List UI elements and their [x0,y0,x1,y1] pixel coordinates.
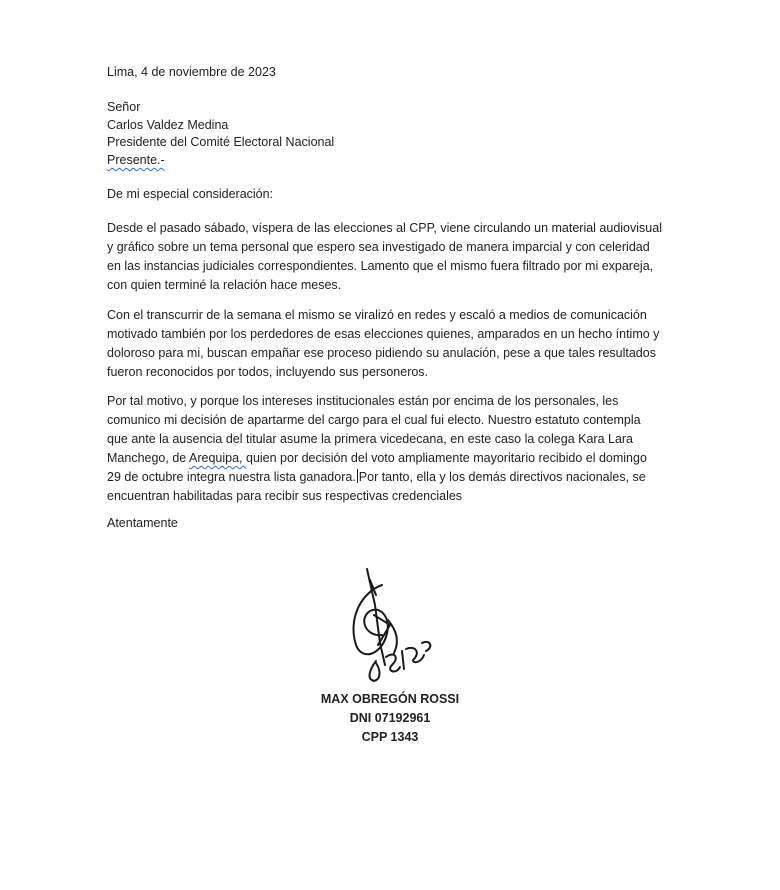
paragraph-3-line: que ante la ausencia del titular asume la primera vicedecana, en este caso la colega Kara Lara [107,432,634,446]
recipient-position: Presidente del Comité Electoral Nacional [107,135,335,149]
paragraph-2-line: fueron reconocidos por todos, incluyendo sus personeros. [107,365,429,379]
paragraph-1-line: Desde el pasado sábado, víspera de las elecciones al CPP, viene circulando un material audiovisual [107,221,662,235]
greeting: De mi especial consideración: [107,187,274,201]
paragraph-3-text: 29 de octubre integra nuestra lista ganadora. [107,470,356,484]
paragraph-3-line: Por tal motivo, y porque los intereses institucionales están por encima de los personales, les [107,394,619,408]
signatory-dni: DNI 07192961 [349,711,431,725]
signatory-block [0,690,780,747]
paragraph-2-line: Con el transcurrir de la semana el mismo se viralizó en redes y escaló a medios de comunicación [107,308,647,322]
paragraph-3-text: Manchego, de [107,451,190,465]
letter-date: Lima, 4 de noviembre de 2023 [107,65,276,79]
misspelling-underline: Arequipa, [189,451,246,465]
paragraph-1 [107,219,679,295]
paragraph-2-line: doloroso para mi, buscan empañar ese proceso pidiendo su anulación, pese a que tales resultados [107,346,656,360]
recipient-name: Carlos Valdez Medina [107,118,229,132]
paragraph-1-line: en las instancias judiciales correspondientes. Lamento que el mismo fuera filtrado por mi expareja, [107,259,654,273]
paragraph-3 [107,392,679,506]
paragraph-2-line: motivado también por los perdedores de esas elecciones quienes, amparados en un hecho íntimo y [107,327,660,341]
recipient-presente: Presente.- [107,153,165,167]
handwritten-signature [330,565,440,685]
recipient-salutation: Señor [107,100,141,114]
paragraph-3-line: comunico mi decisión de apartarme del cargo para el cual fui electo. Nuestro estatuto contempla [107,413,641,427]
paragraph-3-line [107,468,679,487]
paragraph-1-line: con quien terminé la relación hace meses. [107,278,342,292]
paragraph-1-line: y gráfico sobre un tema personal que espero sea investigado de manera imparcial y con celeridad [107,240,650,254]
paragraph-3-line: encuentran habilitadas para recibir sus respectivas credenciales [107,489,463,503]
text-cursor [357,469,358,483]
signatory-name: MAX OBREGÓN ROSSI [320,692,460,706]
paragraph-3-text: quien por decisión del voto ampliamente mayoritario recibido el domingo [246,451,647,465]
paragraph-3-text: Por tanto, ella y los demás directivos nacionales, se [358,470,646,484]
paragraph-2 [107,306,679,382]
signatory-cpp: CPP 1343 [361,730,419,744]
closing: Atentamente [107,516,178,530]
paragraph-3-line [107,449,679,468]
